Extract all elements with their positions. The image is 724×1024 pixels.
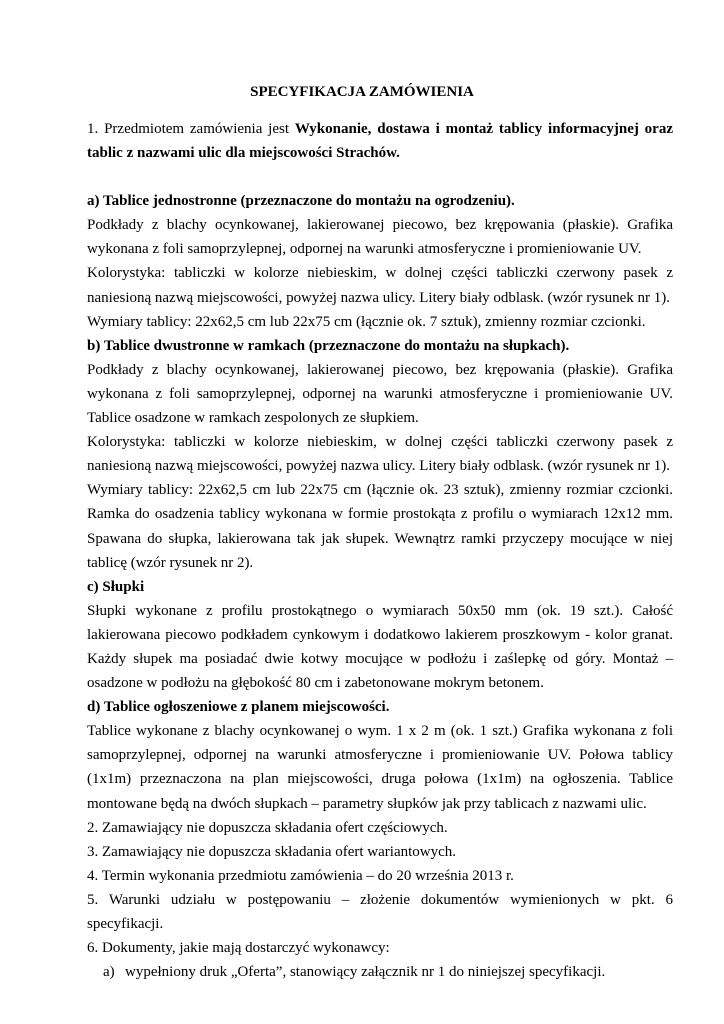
section-b-paragraph-3: Wymiary tablicy: 22x62,5 cm lub 22x75 cm (łącznie ok. 23 sztuk), zmienny rozmiar czcionki. Ramka do osadzenia tablicy wykonana w formie prostokąta z profilu o wymiarach 12x12 mm. Spawana do słupka, lakierowana tak jak słupek. Wewnątrz ramki przyczepy mocujące w niej tablicę (wzór rysunek nr 2). [87, 482, 673, 571]
sublist-item-a-marker: a) [103, 964, 115, 981]
document-title: SPECYFIKACJA ZAMÓWIENIA [250, 84, 474, 100]
section-a-paragraph-3: Wymiary tablicy: 22x62,5 cm lub 22x75 cm (łącznie ok. 7 sztuk), zmienny rozmiar czcionki. [87, 313, 646, 330]
item-5: 5. Warunki udziału w postępowaniu – złożenie dokumentów wymienionych w pkt. 6 specyfikacji. [87, 891, 673, 932]
section-d-heading: d) Tablice ogłoszeniowe z planem miejscowości. [87, 699, 390, 716]
document-body [87, 117, 673, 984]
item-1-prefix: 1. Przedmiotem zamówienia jest [87, 121, 295, 137]
item-4: 4. Termin wykonania przedmiotu zamówienia – do 20 września 2013 r. [87, 867, 514, 884]
item-2: 2. Zamawiający nie dopuszcza składania ofert częściowych. [87, 819, 448, 836]
item-6: 6. Dokumenty, jakie mają dostarczyć wykonawcy: [87, 940, 390, 957]
item-1-subject: Wykonanie, dostawa i montaż tablicy informacyjnej oraz tablic z nazwami ulic dla miejscowości Strachów. [87, 121, 673, 162]
section-a-heading: a) Tablice jednostronne (przeznaczone do montażu na ogrodzeniu). [87, 193, 515, 210]
spacer [87, 165, 673, 189]
section-b-heading: b) Tablice dwustronne w ramkach (przeznaczone do montażu na słupkach). [87, 337, 570, 354]
section-a-paragraph-2: Kolorystyka: tabliczki w kolorze niebieskim, w dolnej części tabliczki czerwony pasek z naniesioną nazwą miejscowości, powyżej nazwa ulicy. Litery biały odblask. (wzór rysunek nr 1). [87, 265, 673, 306]
item-1 [87, 117, 673, 165]
sublist-item-a [87, 960, 673, 984]
section-c-heading: c) Słupki [87, 578, 145, 595]
item-3: 3. Zamawiający nie dopuszcza składania ofert wariantowych. [87, 843, 457, 860]
section-b-paragraph-2: Kolorystyka: tabliczki w kolorze niebieskim, w dolnej części tabliczki czerwony pasek z naniesioną nazwą miejscowości, powyżej nazwa ulicy. Litery biały odblask. (wzór rysunek nr 1). [87, 434, 673, 475]
section-c-paragraph-1: Słupki wykonane z profilu prostokątnego o wymiarach 50x50 mm (ok. 19 szt.). Całość lakierowana piecowo podkładem cynkowym i dodatkowo lakierem proszkowym - kolor granat. Każdy słupek ma posiadać dwie kotwy mocujące w podłożu i zaślepkę od góry. Montaż – osadzone w podłożu na głębokość 80 cm i zabetonowane mokrym betonem. [87, 602, 673, 692]
section-a-paragraph-1: Podkłady z blachy ocynkowanej, lakierowanej piecowo, bez krępowania (płaskie). Grafika wykonana z foli samoprzylepnej, odpornej na warunki atmosferyczne i promieniowanie UV. [87, 217, 673, 258]
section-b-paragraph-1: Podkłady z blachy ocynkowanej, lakierowanej piecowo, bez krępowania (płaskie). Grafika wykonana z foli samoprzylepnej, odpornej na warunki atmosferyczne i promieniowanie UV. Tablice osadzone w ramkach zespolonych ze słupkiem. [87, 361, 673, 427]
sublist-item-a-text: wypełniony druk „Oferta”, stanowiący załącznik nr 1 do niniejszej specyfikacji. [125, 964, 606, 981]
section-d-paragraph-1: Tablice wykonane z blachy ocynkowanej o wym. 1 x 2 m (ok. 1 szt.) Grafika wykonana z foli samoprzylepnej, odpornej na warunki atmosferyczne i promieniowanie UV. Połowa tablicy (1x1m) przeznaczona na plan miejscowości, druga połowa (1x1m) na ogłoszenia. Tablice montowane będą na dwóch słupkach – parametry słupków jak przy tablicach z nazwami ulic. [87, 723, 673, 812]
